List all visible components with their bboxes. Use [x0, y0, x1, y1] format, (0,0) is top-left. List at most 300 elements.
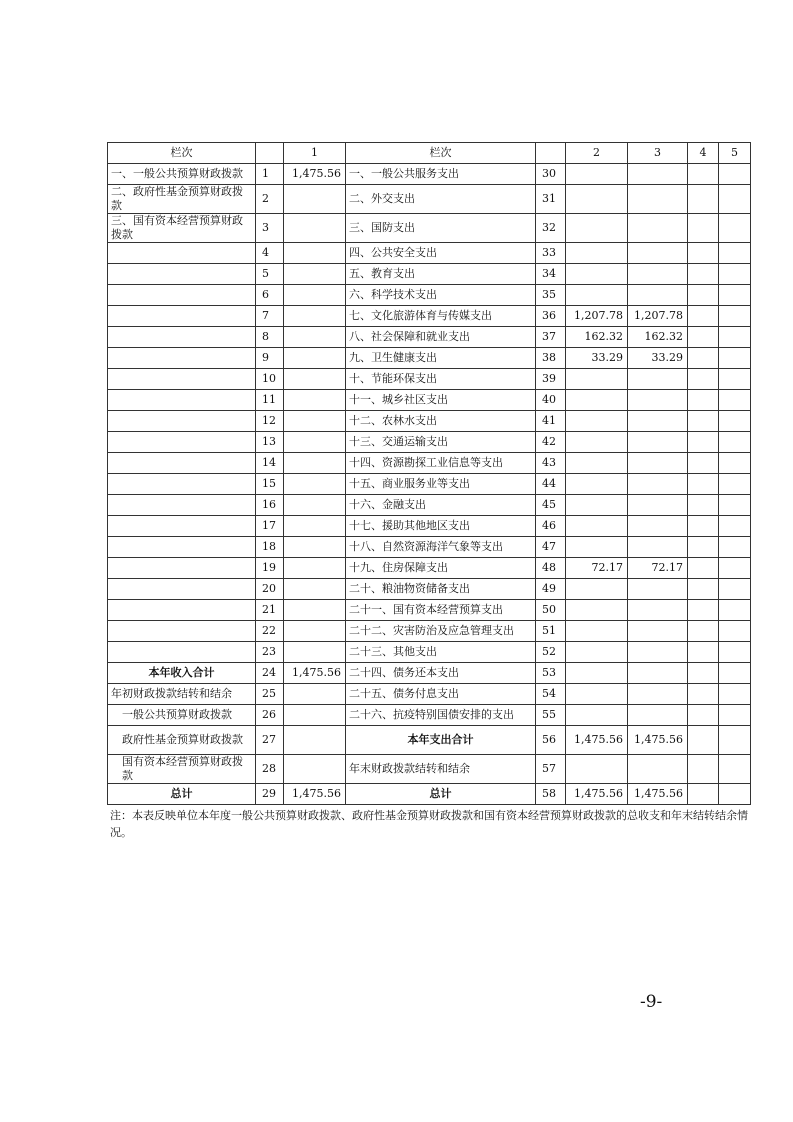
income-line-no: 23 [256, 642, 284, 663]
header-col-5: 5 [719, 143, 751, 164]
expense-col-2 [566, 755, 628, 784]
expense-col-4 [688, 214, 719, 243]
expense-col-5 [719, 164, 751, 185]
expense-line-no: 41 [536, 411, 566, 432]
income-amount [284, 285, 346, 306]
expense-item: 二十、粮油物资储备支出 [346, 579, 536, 600]
expense-line-no: 50 [536, 600, 566, 621]
table-row [108, 243, 751, 264]
income-line-no: 8 [256, 327, 284, 348]
income-amount [284, 755, 346, 784]
expense-col-2: 1,475.56 [566, 726, 628, 755]
table-row [108, 755, 751, 784]
expense-col-4 [688, 243, 719, 264]
expense-item: 二十四、债务还本支出 [346, 663, 536, 684]
income-line-no: 11 [256, 390, 284, 411]
income-item [108, 264, 256, 285]
expense-col-4 [688, 705, 719, 726]
expense-item: 十六、金融支出 [346, 495, 536, 516]
expense-col-4 [688, 348, 719, 369]
expense-col-5 [719, 411, 751, 432]
expense-line-no: 48 [536, 558, 566, 579]
expense-col-5 [719, 784, 751, 805]
income-amount [284, 642, 346, 663]
table-row [108, 369, 751, 390]
expense-line-no: 44 [536, 474, 566, 495]
income-amount [284, 537, 346, 558]
income-amount [284, 306, 346, 327]
expense-col-3: 1,207.78 [628, 306, 688, 327]
expense-col-5 [719, 306, 751, 327]
income-line-no: 14 [256, 453, 284, 474]
expense-line-no: 51 [536, 621, 566, 642]
income-item: 国有资本经营预算财政拨款 [108, 755, 256, 784]
expense-item: 十九、住房保障支出 [346, 558, 536, 579]
expense-col-3 [628, 453, 688, 474]
expense-col-4 [688, 784, 719, 805]
income-item: 本年收入合计 [108, 663, 256, 684]
expense-col-4 [688, 432, 719, 453]
income-line-no: 24 [256, 663, 284, 684]
footnote: 注：本表反映单位本年度一般公共预算财政拨款、政府性基金预算财政拨款和国有资本经营预算财政拨款的总收支和年末结转结余情况。 [110, 809, 748, 839]
expense-item: 七、文化旅游体育与传媒支出 [346, 306, 536, 327]
expense-col-2 [566, 411, 628, 432]
expense-col-5 [719, 579, 751, 600]
header-col-3: 3 [628, 143, 688, 164]
expense-col-5 [719, 264, 751, 285]
income-item [108, 306, 256, 327]
expense-line-no: 54 [536, 684, 566, 705]
income-item [108, 411, 256, 432]
expense-col-4 [688, 621, 719, 642]
income-line-no: 13 [256, 432, 284, 453]
expense-item: 十三、交通运输支出 [346, 432, 536, 453]
expense-col-5 [719, 369, 751, 390]
income-line-no: 17 [256, 516, 284, 537]
header-left-label: 栏次 [108, 143, 256, 164]
expense-item: 年末财政拨款结转和结余 [346, 755, 536, 784]
expense-col-3: 72.17 [628, 558, 688, 579]
income-line-no: 5 [256, 264, 284, 285]
header-right-label: 栏次 [346, 143, 536, 164]
income-line-no: 1 [256, 164, 284, 185]
income-line-no: 7 [256, 306, 284, 327]
income-amount [284, 705, 346, 726]
expense-col-2 [566, 705, 628, 726]
expense-col-5 [719, 558, 751, 579]
expense-line-no: 52 [536, 642, 566, 663]
income-item [108, 285, 256, 306]
expense-col-3 [628, 185, 688, 214]
income-item [108, 243, 256, 264]
table-row [108, 621, 751, 642]
table-row [108, 185, 751, 214]
expense-col-4 [688, 164, 719, 185]
expense-col-2 [566, 214, 628, 243]
expense-col-5 [719, 390, 751, 411]
income-amount [284, 621, 346, 642]
income-amount [284, 243, 346, 264]
expense-line-no: 47 [536, 537, 566, 558]
table-row [108, 663, 751, 684]
income-amount [284, 264, 346, 285]
expense-col-5 [719, 755, 751, 784]
table-row [108, 516, 751, 537]
expense-col-5 [719, 705, 751, 726]
expense-col-4 [688, 516, 719, 537]
expense-col-4 [688, 495, 719, 516]
expense-col-3 [628, 663, 688, 684]
header-left-col-num: 1 [284, 143, 346, 164]
budget-table [107, 142, 751, 805]
expense-item: 本年支出合计 [346, 726, 536, 755]
table-row [108, 495, 751, 516]
expense-col-4 [688, 369, 719, 390]
income-item [108, 453, 256, 474]
table-row [108, 537, 751, 558]
table-row [108, 264, 751, 285]
table-row [108, 726, 751, 755]
expense-col-2 [566, 537, 628, 558]
income-line-no: 20 [256, 579, 284, 600]
header-col-2: 2 [566, 143, 628, 164]
table-row [108, 453, 751, 474]
income-amount [284, 369, 346, 390]
expense-col-4 [688, 327, 719, 348]
expense-col-2 [566, 663, 628, 684]
income-amount [284, 390, 346, 411]
expense-col-2 [566, 264, 628, 285]
expense-col-4 [688, 579, 719, 600]
expense-col-5 [719, 432, 751, 453]
expense-col-2 [566, 579, 628, 600]
expense-col-3 [628, 243, 688, 264]
income-amount [284, 348, 346, 369]
expense-col-3 [628, 164, 688, 185]
expense-col-2 [566, 642, 628, 663]
income-item [108, 516, 256, 537]
expense-col-4 [688, 684, 719, 705]
expense-col-5 [719, 495, 751, 516]
table-row [108, 390, 751, 411]
income-amount [284, 516, 346, 537]
income-item [108, 474, 256, 495]
expense-col-2 [566, 621, 628, 642]
income-amount [284, 558, 346, 579]
income-item [108, 642, 256, 663]
expense-line-no: 38 [536, 348, 566, 369]
table-row [108, 214, 751, 243]
expense-line-no: 32 [536, 214, 566, 243]
expense-col-2: 162.32 [566, 327, 628, 348]
income-amount [284, 495, 346, 516]
expense-line-no: 39 [536, 369, 566, 390]
expense-col-2 [566, 243, 628, 264]
expense-col-5 [719, 348, 751, 369]
expense-col-3: 162.32 [628, 327, 688, 348]
income-item [108, 432, 256, 453]
expense-col-3 [628, 474, 688, 495]
expense-item: 十、节能环保支出 [346, 369, 536, 390]
table-row [108, 642, 751, 663]
income-line-no: 28 [256, 755, 284, 784]
income-amount: 1,475.56 [284, 164, 346, 185]
income-item [108, 348, 256, 369]
income-line-no: 6 [256, 285, 284, 306]
expense-col-3 [628, 537, 688, 558]
expense-item: 十四、资源勘探工业信息等支出 [346, 453, 536, 474]
expense-item: 一、一般公共服务支出 [346, 164, 536, 185]
table-row [108, 411, 751, 432]
expense-col-4 [688, 390, 719, 411]
income-item [108, 621, 256, 642]
income-line-no: 16 [256, 495, 284, 516]
income-item [108, 558, 256, 579]
income-amount: 1,475.56 [284, 663, 346, 684]
expense-col-2 [566, 600, 628, 621]
expense-col-3 [628, 285, 688, 306]
expense-col-2 [566, 474, 628, 495]
income-item [108, 579, 256, 600]
income-item: 年初财政拨款结转和结余 [108, 684, 256, 705]
income-line-no: 19 [256, 558, 284, 579]
income-line-no: 18 [256, 537, 284, 558]
income-item [108, 600, 256, 621]
income-item [108, 369, 256, 390]
expense-col-5 [719, 663, 751, 684]
expense-line-no: 33 [536, 243, 566, 264]
table-row [108, 600, 751, 621]
expense-col-5 [719, 642, 751, 663]
expense-col-3 [628, 600, 688, 621]
expense-col-5 [719, 214, 751, 243]
expense-col-5 [719, 453, 751, 474]
expense-col-3: 1,475.56 [628, 726, 688, 755]
income-item: 总计 [108, 784, 256, 805]
expense-item: 九、卫生健康支出 [346, 348, 536, 369]
expense-col-3 [628, 214, 688, 243]
expense-col-2 [566, 369, 628, 390]
income-line-no: 25 [256, 684, 284, 705]
expense-col-4 [688, 537, 719, 558]
income-amount [284, 474, 346, 495]
expense-col-4 [688, 600, 719, 621]
expense-col-5 [719, 243, 751, 264]
expense-col-3 [628, 621, 688, 642]
expense-line-no: 35 [536, 285, 566, 306]
income-amount [284, 327, 346, 348]
income-item: 二、政府性基金预算财政拨款 [108, 185, 256, 214]
income-item: 三、国有资本经营预算财政拨款 [108, 214, 256, 243]
expense-item: 十七、援助其他地区支出 [346, 516, 536, 537]
income-item [108, 495, 256, 516]
expense-col-2: 1,475.56 [566, 784, 628, 805]
income-line-no: 12 [256, 411, 284, 432]
header-row [108, 143, 751, 164]
expense-col-5 [719, 537, 751, 558]
expense-item: 二十三、其他支出 [346, 642, 536, 663]
table-row [108, 327, 751, 348]
expense-item: 三、国防支出 [346, 214, 536, 243]
income-amount [284, 726, 346, 755]
expense-col-2 [566, 432, 628, 453]
income-line-no: 22 [256, 621, 284, 642]
table-row [108, 579, 751, 600]
expense-item: 二十一、国有资本经营预算支出 [346, 600, 536, 621]
expense-item: 五、教育支出 [346, 264, 536, 285]
table-row [108, 432, 751, 453]
income-line-no: 15 [256, 474, 284, 495]
expense-col-5 [719, 726, 751, 755]
table-row [108, 705, 751, 726]
expense-col-5 [719, 516, 751, 537]
expense-col-5 [719, 185, 751, 214]
expense-line-no: 56 [536, 726, 566, 755]
expense-line-no: 40 [536, 390, 566, 411]
expense-item: 十一、城乡社区支出 [346, 390, 536, 411]
expense-col-3 [628, 642, 688, 663]
table-row [108, 164, 751, 185]
expense-col-4 [688, 642, 719, 663]
income-item: 一般公共预算财政拨款 [108, 705, 256, 726]
expense-col-3 [628, 264, 688, 285]
expense-item: 十二、农林水支出 [346, 411, 536, 432]
income-line-no: 10 [256, 369, 284, 390]
table-row [108, 348, 751, 369]
expense-line-no: 49 [536, 579, 566, 600]
header-left-blank [256, 143, 284, 164]
expense-col-3: 1,475.56 [628, 784, 688, 805]
table-row [108, 558, 751, 579]
header-right-blank [536, 143, 566, 164]
table-row [108, 684, 751, 705]
expense-col-2 [566, 684, 628, 705]
expense-item: 二、外交支出 [346, 185, 536, 214]
expense-col-4 [688, 755, 719, 784]
expense-col-5 [719, 327, 751, 348]
income-line-no: 29 [256, 784, 284, 805]
expense-col-2 [566, 495, 628, 516]
income-line-no: 9 [256, 348, 284, 369]
expense-col-3 [628, 432, 688, 453]
expense-col-4 [688, 306, 719, 327]
expense-line-no: 30 [536, 164, 566, 185]
table-row [108, 474, 751, 495]
expense-col-3 [628, 516, 688, 537]
expense-col-5 [719, 600, 751, 621]
expense-col-2: 1,207.78 [566, 306, 628, 327]
income-amount [284, 432, 346, 453]
income-amount [284, 214, 346, 243]
expense-col-2 [566, 185, 628, 214]
expense-col-5 [719, 621, 751, 642]
income-amount [284, 579, 346, 600]
expense-item: 二十五、债务付息支出 [346, 684, 536, 705]
income-item: 一、一般公共预算财政拨款 [108, 164, 256, 185]
expense-item: 十八、自然资源海洋气象等支出 [346, 537, 536, 558]
expense-line-no: 58 [536, 784, 566, 805]
expense-col-4 [688, 558, 719, 579]
expense-item: 总计 [346, 784, 536, 805]
expense-col-3 [628, 390, 688, 411]
expense-line-no: 55 [536, 705, 566, 726]
income-amount [284, 684, 346, 705]
expense-col-2 [566, 390, 628, 411]
expense-col-3 [628, 705, 688, 726]
expense-col-4 [688, 185, 719, 214]
expense-col-2 [566, 516, 628, 537]
expense-col-3 [628, 495, 688, 516]
expense-col-3 [628, 755, 688, 784]
income-amount: 1,475.56 [284, 784, 346, 805]
expense-col-4 [688, 726, 719, 755]
expense-col-2 [566, 285, 628, 306]
expense-line-no: 45 [536, 495, 566, 516]
income-amount [284, 411, 346, 432]
expense-line-no: 31 [536, 185, 566, 214]
expense-item: 四、公共安全支出 [346, 243, 536, 264]
expense-col-4 [688, 474, 719, 495]
expense-item: 六、科学技术支出 [346, 285, 536, 306]
expense-col-2 [566, 453, 628, 474]
expense-col-4 [688, 453, 719, 474]
expense-item: 二十六、抗疫特别国债安排的支出 [346, 705, 536, 726]
expense-item: 八、社会保障和就业支出 [346, 327, 536, 348]
page-number: -9- [640, 992, 663, 1012]
income-line-no: 2 [256, 185, 284, 214]
income-amount [284, 600, 346, 621]
expense-line-no: 43 [536, 453, 566, 474]
expense-line-no: 53 [536, 663, 566, 684]
table-row [108, 285, 751, 306]
expense-item: 十五、商业服务业等支出 [346, 474, 536, 495]
income-line-no: 3 [256, 214, 284, 243]
income-item: 政府性基金预算财政拨款 [108, 726, 256, 755]
table-row [108, 306, 751, 327]
expense-line-no: 46 [536, 516, 566, 537]
expense-col-3 [628, 369, 688, 390]
income-amount [284, 453, 346, 474]
expense-col-4 [688, 411, 719, 432]
income-item [108, 537, 256, 558]
expense-col-4 [688, 264, 719, 285]
expense-col-5 [719, 474, 751, 495]
income-line-no: 26 [256, 705, 284, 726]
expense-col-5 [719, 684, 751, 705]
expense-col-3: 33.29 [628, 348, 688, 369]
income-line-no: 21 [256, 600, 284, 621]
expense-col-4 [688, 285, 719, 306]
table-body [108, 143, 751, 805]
expense-col-2: 33.29 [566, 348, 628, 369]
income-line-no: 4 [256, 243, 284, 264]
income-amount [284, 185, 346, 214]
expense-col-5 [719, 285, 751, 306]
expense-col-2 [566, 164, 628, 185]
expense-line-no: 34 [536, 264, 566, 285]
expense-col-2: 72.17 [566, 558, 628, 579]
expense-col-4 [688, 663, 719, 684]
expense-line-no: 37 [536, 327, 566, 348]
expense-line-no: 36 [536, 306, 566, 327]
income-item [108, 327, 256, 348]
expense-item: 二十二、灾害防治及应急管理支出 [346, 621, 536, 642]
header-col-4: 4 [688, 143, 719, 164]
expense-col-3 [628, 684, 688, 705]
expense-line-no: 42 [536, 432, 566, 453]
income-item [108, 390, 256, 411]
table-row [108, 784, 751, 805]
